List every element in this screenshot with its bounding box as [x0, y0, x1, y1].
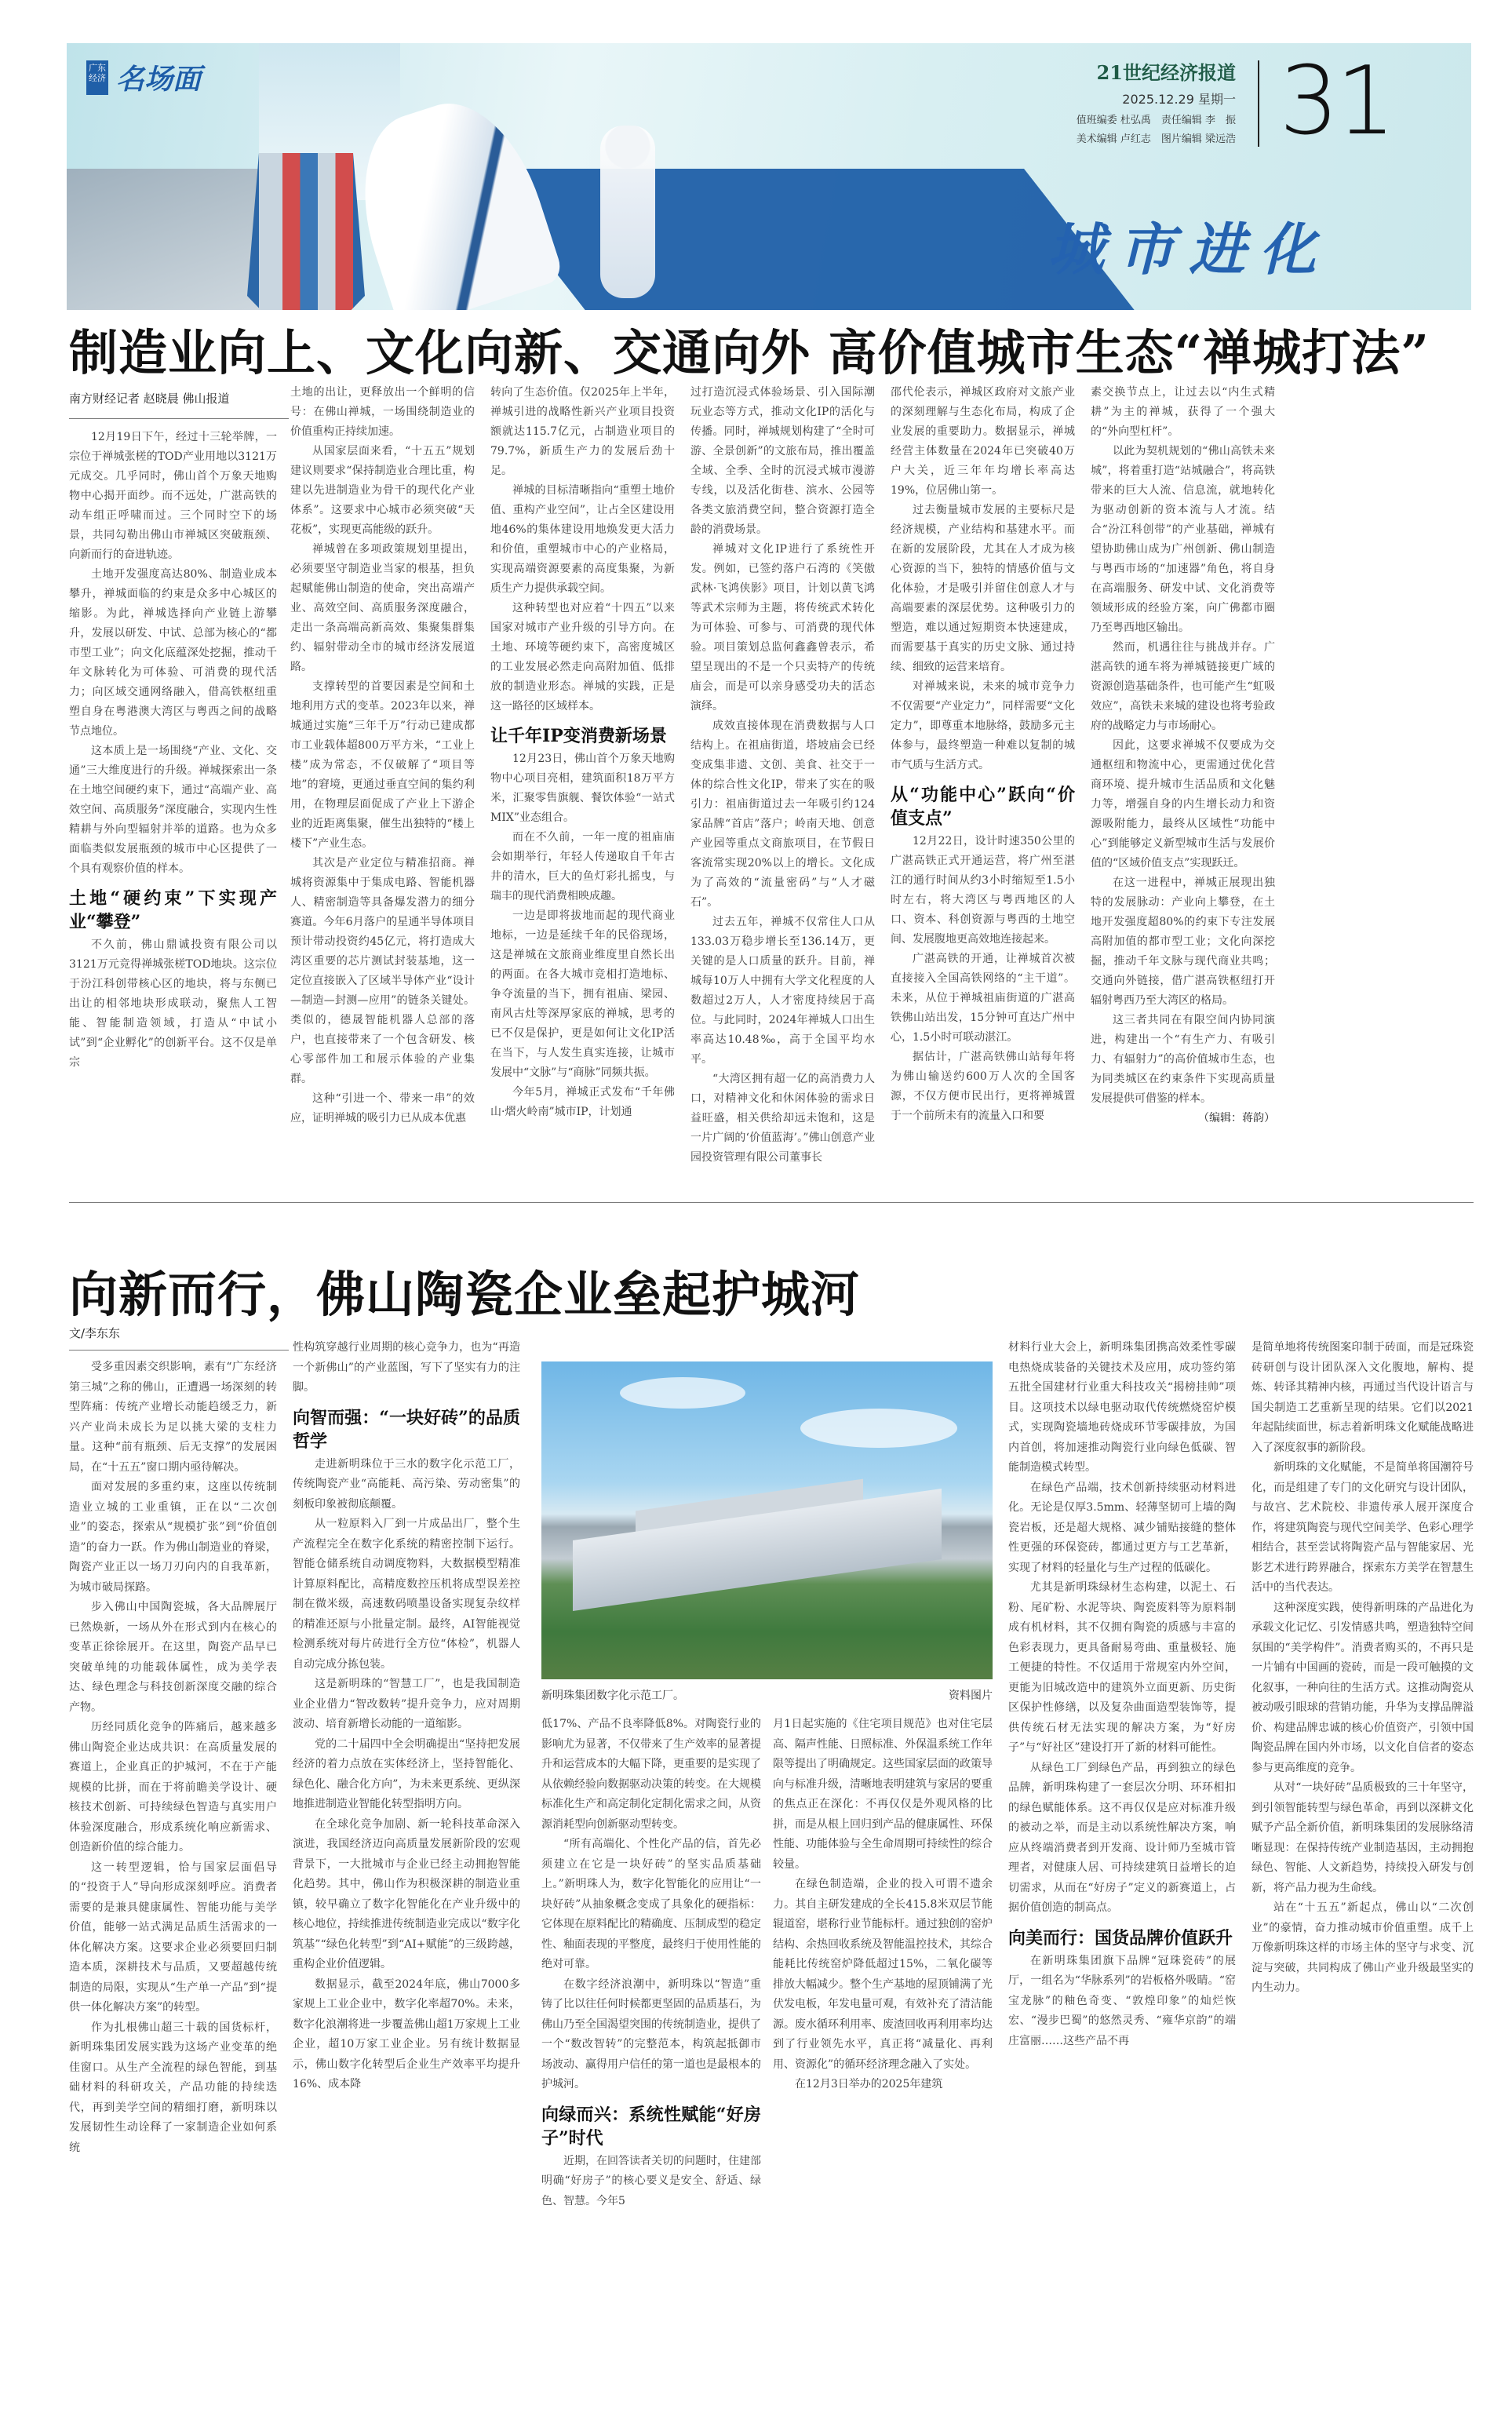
paragraph: 然而，机遇往往与挑战并存。广湛高铁的通车将为禅城链接更广域的资源创造基础条件，也可能产生“虹吸效应”，高铁未来城的建设也将考验政府的战略定力与市场耐心。	[1091, 641, 1275, 732]
paragraph: 材料行业大会上，新明珠集团携高效柔性零碳电热烧成装备的关键技术及应用，成功签约第五批全国建材行业重大科技攻关“揭榜挂帅”项目。这项技术以绿电驱动取代传统燃烧窑炉模式，实现陶瓷墙地砖烧成环节零碳排放，为国内首创，将加速推动陶瓷行业向绿色低碳、智能制造模式转型。	[1008, 1341, 1236, 1474]
paragraph: 不久前，佛山鼎诚投资有限公司以3121万元竞得禅城张槎TOD地块。这宗位于汾江科创带核心区的地块，将与东侧已出让的相邻地块形成联动，聚焦人工智能、智能制造领域，打造从“中试小试”到“企业孵化”的创新平台。这不仅是单宗	[69, 939, 277, 1069]
paragraph: 站在“十五五”新起点，佛山以“二次创业”的豪情，奋力推动城市价值重塑。成千上万像新明珠这样的市场主体的坚守与求变、沉淀与突破，共同构成了佛山产业升级最坚实的内生动力。	[1251, 1901, 1474, 1994]
paragraph: 从绿色工厂到绿色产品，再到独立的绿色品牌，新明珠构建了一套层次分明、环环相扣的绿色赋能体系。这不再仅仅是应对标准升级的被动之举，而是主动以系统性解决方案，响应从终端消费者到开发商、设计师乃至城市管理者，对健康人居、可持续建筑日益增长的迫切需求，从而在“好房子”定义的新赛道上，占据价值创造的制高点。	[1008, 1761, 1236, 1914]
paragraph: 从对“一块好砖”品质极致的三十年坚守，到引领智能转型与绿色革命，再到以深耕文化赋予产品全新价值，新明珠集团的发展脉络清晰显现：在保持传统产业制造基因，主动拥抱绿色、智能、人文新趋势，持续投入研发与创新，将产品力视为生命线。	[1251, 1781, 1474, 1894]
paragraph: 作为扎根佛山超三十载的国货标杆，新明珠集团发展实践为这场产业变革的绝佳窗口。从生产全流程的绿色智能，到基础材料的科研攻关，产品功能的持续迭代，再到美学空间的精细打磨，新明珠以发展韧性生动诠释了一家制造企业如何系统	[69, 2021, 277, 2154]
subheading: 向美而行：国货品牌价值跃升	[1008, 1927, 1233, 1948]
editor-credit: （编辑：蒋韵）	[1198, 1112, 1275, 1125]
masthead-divider	[1258, 60, 1259, 147]
paragraph: 土地开发强度高达80%、制造业成本攀升，禅城面临的约束是众多中心城区的缩影。为此，禅城选择向产业链上游攀升，发展以研发、中试、总部为核心的“都市型工业”；向文化底蕴深处挖掘，推动千年文脉转化为可体验、可消费的现代活力；向区域交通网络融入，借高铁枢纽重塑自身在粤港澳大湾区与粤西之间的战略节点地位。	[69, 568, 277, 738]
paragraph: 12月19日下午，经过十三轮举牌，一宗位于禅城张槎的TOD产业用地以3121万元成交。几乎同时，佛山首个万象天地购物中心揭开面纱。而不远处，广湛高铁的动车组正呼啸而过。三个同时空下的场景，共同勾勒出佛山市禅城区突破瓶颈、向新而行的奋进轨迹。	[69, 431, 277, 561]
paragraph: 今年5月，禅城正式发布“千年佛山·熠火岭南”城市IP，计划通	[490, 1086, 675, 1118]
article2-column	[1251, 1338, 1474, 2409]
paragraph: 土地的出让，更释放出一个鲜明的信号：在佛山禅城，一场围绕制造业的价值重构正持续加速。	[290, 386, 475, 438]
paragraph: 在绿色制造端，企业的投入可谓不遗余力。其自主研发建成的全长415.8米双层节能辊道窑，堪称行业节能标杆。通过独创的窑炉结构、余热回收系统及智能温控技术，其综合能耗比传统窑炉降低超过15%，二氧化碳等排放大幅减少。整个生产基地的屋顶铺满了光伏发电板，年发电量可观，有效补充了清洁能源。废水循环利用率、废渣回收再利用率均达到了行业领先水平，真正将“减量化、再利用、资源化”的循环经济理念融入了实处。	[773, 1878, 993, 2071]
article2-byline: 文/李东东	[69, 1326, 121, 1340]
paragraph: 从国家层面来看，“十五五”规划建议则要求“保持制造业合理比重，构建以先进制造业为骨干的现代化产业体系”。这要求中心城市必须突破“天花板”，实现更高能级的跃升。	[290, 445, 475, 536]
paragraph: 这种深度实践，使得新明珠的产品进化为承载文化记忆、引发情感共鸣，塑造独特空间氛围的“美学构件”。消费者购买的，不再只是一片铺有中国画的瓷砖，而是一段可触摸的文化叙事，一种向往的生活方式。这推动陶瓷从被动吸引眼球的营销功能，升华为支撑品牌溢价、构建品牌忠诚的核心价值资产，引领中国陶瓷品牌在国内外市场，以文化自信者的姿态参与更高维度的竞争。	[1251, 1601, 1474, 1774]
paragraph: 走进新明珠位于三水的数字化示范工厂，传统陶瓷产业“高能耗、高污染、劳动密集”的刻板印象被彻底颠覆。	[293, 1457, 520, 1511]
page-number: 31	[1279, 47, 1393, 156]
paragraph: 以此为契机规划的“佛山高铁未来城”，将着重打造“站城融合”，将高铁带来的巨大人流、信息流，就地转化为驱动创新的资本流与人才流。结合“汾江科创带”的产业基础，禅城有望协助佛山成为广州创新、佛山制造与粤西市场的“加速器”角色，将自身在高端服务、研发中试、文化消费等领域形成的经验方案，向广佛都市圈乃至粤西地区输出。	[1091, 445, 1275, 634]
masthead	[1077, 57, 1236, 145]
article1-column	[690, 383, 875, 1191]
paragraph: 数据显示，截至2024年底，佛山7000多家规上工业企业中，数字化率超70%。未来，数字化浪潮将进一步覆盖佛山超1万家规上工业企业，超10万家工业企业。另有统计数据显示，佛山数字化转型后企业生产效率平均提升16%、成本降	[293, 1977, 520, 2090]
article1-column	[290, 383, 475, 1191]
paragraph: 一边是即将拔地而起的现代商业地标，一边是延续千年的民俗现场，这是禅城在文旅商业维度里自然长出的两面。在各大城市竞相打造地标、争夺流量的当下，拥有祖庙、梁园、南风古灶等深厚家底的禅城，思考的已不仅是保护，更是如何让文化IP活在当下，与人发生真实连接，让城市发展中“文脉”与“商脉”同频共振。	[490, 909, 675, 1079]
newspaper-name: 21世纪经济报道	[1096, 61, 1236, 84]
photo-caption-row	[541, 1687, 993, 1703]
paragraph: 其次是产业定位与精准招商。禅城将资源集中于集成电路、智能机器人、精密制造等具备爆发潜力的细分赛道。今年6月落户的星通半导体项目预计带动投资约45亿元，将打造成大湾区重要的芯片测试封装基地，这一定位直接嵌入了区域半导体产业“设计—制造—封测—应用”的链条关键处。类似的，德晟智能机器人总部的落户，也直接带来了一个包含研发、核心零部件加工和展示体验的产业集群。	[290, 857, 475, 1085]
paragraph: 在全球化竞争加剧、新一轮科技革命深入演进，我国经济迈向高质量发展新阶段的宏观背景下，一大批城市与企业已经主动拥抱智能化趋势。其中，佛山作为积极深耕的制造业重镇，较早确立了数字化智能化在产业升级中的核心地位，持续推进传统制造业完成以“数字化筑基”“绿色化转型”到“AI+赋能”的三级跨越，重构企业价值逻辑。	[293, 1817, 520, 1970]
photo-caption: 新明珠集团数字化示范工厂。	[541, 1690, 684, 1702]
paragraph: 党的二十届四中全会明确提出“坚持把发展经济的着力点放在实体经济上，坚持智能化、绿色化、融合化方向”，为未来更系统、更纵深地推进制造业智能化转型指明方向。	[293, 1737, 520, 1810]
photo-credit: 资料图片	[949, 1690, 993, 1702]
paragraph: 过去五年，禅城不仅常住人口从133.03万稳步增长至136.14万，更关键的是人口质量的跃升。目前，禅城每10万人中拥有大学文化程度的人数超过2万人，人才密度持续居于高位。与此同时，2024年禅城人口出生率高达10.48‰，高于全国平均水平。	[690, 916, 875, 1066]
paragraph: 在新明珠集团旗下品牌“冠珠瓷砖”的展厅，一组名为“华脉系列”的岩板格外吸睛。“窑宝龙脉”的釉色奇变、“敦煌印象”的灿烂恢宏、“漫步巴蜀”的悠然灵秀、“雍华京韵”的端庄富丽……这些产品不再	[1008, 1954, 1236, 2047]
article2-column	[293, 1338, 520, 2409]
paragraph: 这种“引进一个、带来一串”的效应，证明禅城的吸引力已从成本优惠	[290, 1092, 475, 1125]
article1-headline: 制造业向上、文化向新、交通向外 高价值城市生态“禅城打法”	[69, 324, 1430, 381]
paragraph: 步入佛山中国陶瓷城，各大品牌展厅已然焕新，一场从外在形式到内在核心的变革正徐徐展开。在这里，陶瓷产品早已突破单纯的功能载体属性，成为美学表达、绿色理念与科技创新深度交融的综合产物。	[69, 1601, 277, 1714]
logo-title: 名场面	[116, 63, 202, 96]
robot-illustration	[600, 126, 655, 298]
subheading: 土地“硬约束”下实现产业“攀登”	[69, 888, 277, 932]
article1-column	[69, 428, 277, 1201]
staff-line-2: 美术编辑 卢红志 图片编辑 梁远浩	[1076, 133, 1236, 145]
paragraph: 在绿色产品端，技术创新持续驱动材料进化。无论是仅厚3.5mm、轻薄坚韧可上墙的陶瓷岩板，还是超大规格、减少铺贴接缝的整体性更强的环保瓷砖，都通过更方与工艺革新，实现了材料的轻量化与生产过程的低碳化。	[1008, 1481, 1236, 1574]
article2-column	[773, 1715, 993, 2409]
paragraph: 这一转型逻辑，恰与国家层面倡导的“投资于人”导向形成深刻呼应。消费者需要的是兼具健康属性、智能功能与美学价值，能够一站式满足品质生活需求的一体化解决方案。这要求企业必须要回归制造本质，深耕技术与品质，又要超越传统制造的局限，实现从“生产单一产品”到“提供一体化解决方案”的转型。	[69, 1861, 277, 2014]
paragraph: 12月23日，佛山首个万象天地购物中心项目亮相，建筑面积18万平方米，汇聚零售旗舰、餐饮体验“一站式MIX”业态组合。	[490, 753, 675, 824]
paragraph: 新明珠的文化赋能，不是简单将国潮符号化，而是组建了专门的文化研究与设计团队，与故宫、艺术院校、非遗传承人展开深度合作，将建筑陶瓷与现代空间美学、色彩心理学相结合，甚至尝试将陶瓷产品与智能家居、光影艺术进行跨界融合，探索东方美学在智慧生活中的当代表达。	[1251, 1461, 1474, 1594]
paragraph: 是简单地将传统图案印制于砖面，而是冠珠瓷砖研创与设计团队深入文化腹地，解构、提炼、转译其精神内核，再通过当代设计语言与国尖制造工艺重新呈现的结果。它们以2021年起陆续面世，标志着新明珠文化赋能战略进入了深度叙事的新阶段。	[1251, 1341, 1474, 1454]
article2-column	[1008, 1338, 1236, 2409]
article2-headline: 向新而行，佛山陶瓷企业垒起护城河	[69, 1266, 861, 1323]
paragraph: 在这一进程中，禅城正展现出独特的发展脉动：产业向上攀登，在土地开发强度超80%的约束下专注发展高附加值的都市型工业；文化向深挖掘，推动千年文脉与现代商业共鸣；交通向外链接，借广湛高铁枢纽打开辐射粤西乃至大湾区的格局。	[1091, 877, 1275, 1007]
article1-column	[891, 383, 1075, 1191]
subheading: 向智而强：“一块好砖”的品质哲学	[293, 1407, 520, 1452]
paragraph: 因此，这要求禅城不仅要成为交通枢纽和物流中心，更需通过优化营商环境、提升城市生活品质和文化魅力等，增强自身的内生增长动力和资源吸附能力，最终从区域性“功能中心”到能够定义新型城市生活与发展价值的“区域价值支点”实现跃迁。	[1091, 739, 1275, 869]
paragraph: 这种转型也对应着“十四五”以来国家对城市产业升级的引导方向。在土地、环境等硬约束下，高密度城区的工业发展必然走向高附加值、低排放的制造业形态。禅城的实践，正是这一路径的区域样本。	[490, 602, 675, 713]
paragraph: 这三者共同在有限空间内协同演进，构建出一个“有生产力、有吸引力、有辐射力”的高价值城市生态，也为同类城区在约束条件下实现高质量发展提供可借鉴的样本。	[1091, 1014, 1275, 1105]
paragraph: 12月22日，设计时速350公里的广湛高铁正式开通运营，将广州至湛江的通行时间从约3小时缩短至1.5小时左右，将大湾区与粤西地区的人口、资本、科创资源与粤西的土地空间、发展腹地更高效地连接起来。	[891, 835, 1075, 946]
article1-column	[1091, 383, 1275, 1191]
paragraph: 性构筑穿越行业周期的核心竞争力，也为“再造一个新佛山”的产业蓝图，写下了坚实有力的注脚。	[293, 1341, 520, 1394]
paragraph: 过去衡量城市发展的主要标尺是经济规模，产业结构和基建水平。而在新的发展阶段，尤其在人才成为核心资源的当下，独特的情感价值与文化体验，才是吸引并留住创意人才与高端要素的深层优势。这种吸引力的塑造，难以通过短期资本快速建成，而需要基于真实的历史文脉、通过持续、细致的运营来培育。	[891, 504, 1075, 673]
paragraph: 成效直接体现在消费数据与人口结构上。在祖庙街道，塔坡庙会已经变成集非遗、文创、美食、社交于一体的综合性文化IP，带来了实在的吸引力：祖庙街道过去一年吸引约124家品牌“首店”落户；岭南天地、创意产业园等重点文商旅项目，在节假日客流常实现20%以上的增长。文化成为了高效的“流量密码”与“人才磁石”。	[690, 720, 875, 909]
paragraph: 而在不久前，一年一度的祖庙庙会如期举行，年轻人传递取自千年古井的清水，巨大的鱼灯彩扎摇曳，与瑞丰的现代消费相映成趣。	[490, 831, 675, 902]
page-banner	[67, 43, 1471, 310]
paragraph: 近期，在回答读者关切的问题时，住建部明确“好房子”的核心要义是安全、舒适、绿色、智慧。今年5	[541, 2154, 761, 2207]
paragraph: 受多重因素交织影响，素有“广东经济第三城”之称的佛山，正遭遇一场深刻的转型阵痛：传统产业增长动能趋缓乏力，新兴产业尚未成长为足以挑大梁的支柱力量。这种“前有瓶颈、后无支撑”的发展困局，在“十五五”窗口期内亟待解决。	[69, 1361, 277, 1474]
paragraph: 对禅城来说，未来的城市竞争力不仅需要“产业定力”，同样需要“文化定力”，即尊重本地脉络，鼓励多元主体参与，最终塑造一种难以复制的城市气质与生活方式。	[891, 680, 1075, 771]
article1-column	[490, 383, 675, 1191]
paragraph: 过打造沉浸式体验场景、引入国际潮玩业态等方式，推动文化IP的活化与传播。同时，禅城规划构建了“全时可游、全景创新”的文旅布局，推出覆盖全域、全季、全时的沉浸式城市漫游专线，以及活化街巷、滨水、公园等各类文旅消费空间，整合资源打造全龄的消费场景。	[690, 386, 875, 536]
byline-rule	[69, 418, 289, 419]
paragraph: 禅城曾在多项政策规划里提出，必须要坚守制造业当家的根基，担负起赋能佛山制造的使命，突出高端产业、高效空间、高质服务深度融合，走出一条高端高新高效、集聚集群集约、辐射带动全市的城市经济发展道路。	[290, 543, 475, 673]
subheading: 让千年IP变消费新场景	[490, 726, 667, 746]
paragraph: 历经同质化竞争的阵痛后，越来越多佛山陶瓷企业达成共识：在高质量发展的赛道上，企业真正的护城河，不在于产能规模的比拼，而在于将前瞻美学设计、硬核技术创新、可持续绿色智造与真实用户体验深度融合，形成系统化响应新需求、创造新价值的综合能力。	[69, 1721, 277, 1854]
paragraph: 尤其是新明珠绿材生态构建，以泥土、石粉、尾矿粉、水泥等块、陶瓷废料等为原料制成有机材料，其不仅拥有陶瓷的质感与丰富的色彩表现力，更具备耐易弯曲、重量极轻、施工便捷的特性。不仅适用于常规室内外空间，更能为旧城改造中的建筑外立面更新、历史街区保护性修缮，以及复杂曲面造型装饰等，提供传统石材无法实现的解决方案，为“好房子”与“好社区”建设打开了新的材料可能性。	[1008, 1581, 1236, 1754]
article-divider	[69, 1202, 1474, 1203]
paragraph: 面对发展的多重约束，这座以传统制造业立城的工业重镇，正在以“二次创业”的姿态，探索从“规模扩张”到“价值创造”的奋力一跃。作为佛山制造业的脊梁，陶瓷产业正以一场刀刃向内的自我革新，为城市破局探路。	[69, 1481, 277, 1594]
article2-column	[541, 1715, 761, 2409]
paragraph: 据估计，广湛高铁佛山站每年将为佛山输送约600万人次的全国客源，不仅方便市民出行，更将禅城置于一个前所未有的流量入口和要	[891, 1051, 1075, 1122]
paragraph: “所有高端化、个性化产品的信，首先必须建立在它是一块好砖”的坚实品质基础上。”新明珠人为，数字化智能化的应用让“一块好砖”从抽象概念变成了具象化的硬指标：它体现在原料配比的精确度、压制成型的稳定性、釉面表现的平整度，最终归于使用性能的绝对可靠。	[541, 1838, 761, 1970]
paragraph: “大湾区拥有超一亿的高消费力人口，对精神文化和休闲体验的需求日益旺盛，相关供给却远未饱和，这是一片广阔的‘价值蓝海’。”佛山创意产业园投资管理有限公司董事长	[690, 1073, 875, 1164]
logo-badge: 广东经济	[86, 60, 108, 95]
paragraph: 禅城的目标清晰指向“重塑土地价值、重构产业空间”，让占全区建设用地46%的集体建设用地焕发更大活力和价值，重塑城市中心的产业格局，实现高端资源要素的高度集聚，为新质生产力提供承载空间。	[490, 484, 675, 595]
paragraph: 月1日起实施的《住宅项目规范》也对住宅层高、隔声性能、日照标准、外保温系统工作年限等提出了明确规定。这些国家层面的政策导向与标准升级，清晰地表明建筑与家居的要重的焦点正在深化：不再仅仅是外观风格的比拼，而是从根上回归到产品的健康属性、环保性能、功能体验与全生命周期可持续性的综合较量。	[773, 1718, 993, 1871]
paragraph: 低17%、产品不良率降低8%。对陶瓷行业的影响尤为显著，不仅带来了生产效率的显著提升和运营成本的大幅下降，更重要的是实现了从依赖经验向数据驱动决策的转变。在大规模标准化生产和高定制化定制化需求之间，从资源消耗型向创新驱动型转变。	[541, 1718, 761, 1831]
paragraph: 这本质上是一场围绕“产业、文化、交通”三大维度进行的升级。禅城探索出一条在土地空间硬约束下，通过“高端产业、高效空间、高质服务”深度融合，实现内生性精耕与外向型辐射并举的道路。也为众多面临类似发展瓶颈的城市中心区提供了一个具有观察价值的样本。	[69, 745, 277, 875]
paragraph: 广湛高铁的开通，让禅城首次被直接接入全国高铁网络的“主干道”。未来，从位于禅城祖庙街道的广湛高铁佛山站出发，15分钟可直达广州中心，1.5小时可联动湛江。	[891, 953, 1075, 1044]
paragraph: 在数字经济浪潮中，新明珠以“智造”重铸了比以往任何时候都更坚固的品质基石，为佛山乃至全国渴望突围的传统制造业，提供了一个“数改智转”的完整范本，构筑起抵御市场波动、赢得用户信任的第一道也是最根本的护城河。	[541, 1977, 761, 2090]
paragraph: 转向了生态价值。仅2025年上半年，禅城引进的战略性新兴产业项目投资额就达115.7亿元，占制造业项目的79.7%，新质生产力的发展后劲十足。	[490, 386, 675, 477]
article1-byline: 南方财经记者 赵晓晨 佛山报道	[69, 392, 230, 406]
subheading: 向绿而兴：系统性赋能“好房子”时代	[541, 2104, 761, 2149]
article2-column	[69, 1358, 277, 2409]
paragraph: 这是新明珠的“智慧工厂”，也是我国制造业企业借力“智改数转”提升竞争力，应对周期波动、培育新增长动能的一道缩影。	[293, 1678, 520, 1730]
paragraph: 从一粒原料入厂到一片成品出厂，整个生产流程完全在数字化系统的精密控制下运行。智能仓储系统自动调度物料，大数据模型精准计算原料配比，高精度数控压机将成型误差控制在微米级，高速数码喷墨设备实现复杂纹样的精准还原与小批量定制。最终，AI智能视觉检测系统对每片砖进行全方位“体检”，机器人自动完成分拣包装。	[293, 1518, 520, 1671]
paragraph: 邵代伦表示，禅城区政府对文旅产业的深刻理解与生态化布局，构成了企业发展的重要助力。数据显示，禅城经营主体数量在2024年已突破40万户大关，近三年年均增长率高达19%，位居佛山第一。	[891, 386, 1075, 497]
container-ship-illustration	[247, 153, 365, 310]
subheading: 从“功能中心”跃向“价值支点”	[891, 785, 1075, 829]
section-title: 城市进化	[1047, 216, 1330, 282]
factory-photo	[541, 1361, 993, 1679]
column-logo	[86, 57, 201, 97]
paragraph: 在12月3日举办的2025年建筑	[795, 2078, 943, 2090]
paragraph: 素交换节点上，让过去以“内生式精耕”为主的禅城，获得了一个强大的“外向型杠杆”。	[1091, 386, 1275, 438]
article1-body	[290, 383, 1474, 1191]
staff-line-1: 值班编委 杜弘禹 责任编辑 李 振	[1076, 115, 1236, 126]
paragraph: 禅城对文化IP进行了系统性开发。例如，已签约落户石湾的《笑傲武林·飞鸿侠影》项目，计划以黄飞鸿等武术宗师为主题，将传统武术转化为可体验、可参与、可消费的现代体验。项目策划总监何鑫鑫曾表示，希望呈现出的不是一个只卖特产的传统庙会，而是可以亲身感受功夫的活态演绎。	[690, 543, 875, 713]
paragraph: 支撑转型的首要因素是空间和土地利用方式的变革。2023年以来，禅城通过实施“三年千万”行动已建成都市工业载体超800万平方米，“工业上楼”成为常态，不仅破解了“项目等地”的窘境，更通过垂直空间的集约利用，在物理层面促成了产业上下游企业的近距离集聚，催生出独特的“楼上楼下”产业生态。	[290, 680, 475, 850]
byline-rule-2	[69, 1350, 289, 1351]
issue-date: 2025.12.29 星期一	[1122, 92, 1236, 107]
